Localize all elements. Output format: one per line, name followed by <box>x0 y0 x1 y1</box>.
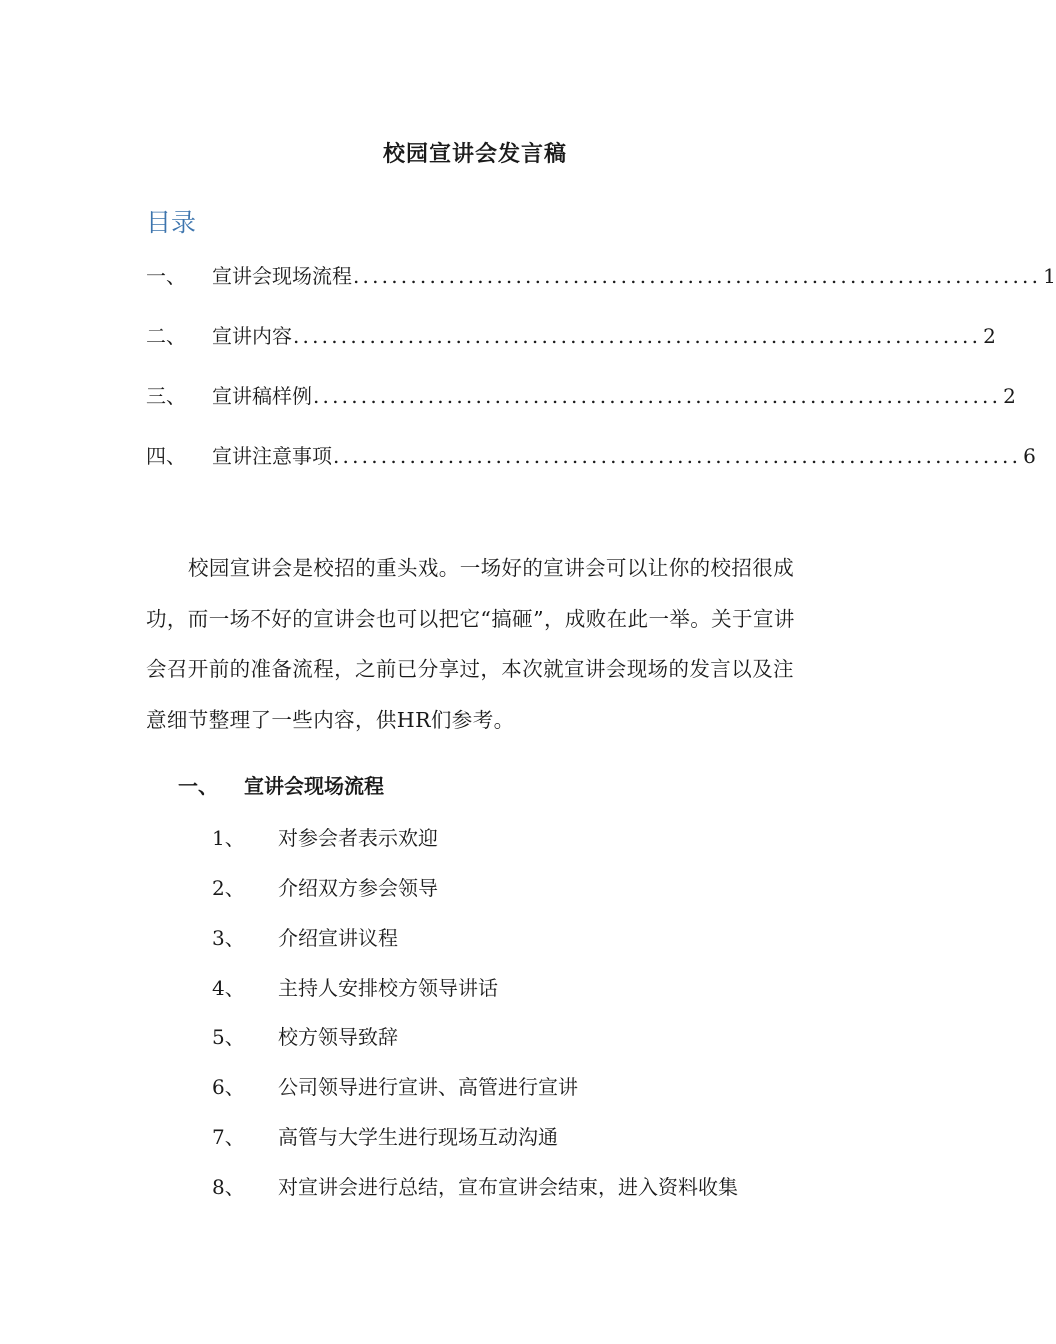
list-item-text: 公司领导进行宣讲、高管进行宣讲 <box>278 1075 578 1099</box>
list-item <box>212 972 498 1001</box>
list-item-number: 7、 <box>212 1125 245 1149</box>
section-number: 一、 <box>178 774 218 798</box>
toc-leader-dots: ........................................................................ <box>293 324 982 348</box>
toc-entry[interactable] <box>146 440 1036 468</box>
list-item-text: 高管与大学生进行现场互动沟通 <box>278 1125 558 1149</box>
toc-entry-label: 宣讲内容 <box>212 324 292 348</box>
list-item <box>212 822 438 851</box>
toc-entry-label: 宣讲注意事项 <box>212 444 332 468</box>
toc-entry-number: 一、 <box>146 264 186 288</box>
toc-entry-number: 四、 <box>146 444 186 468</box>
list-item <box>212 872 438 901</box>
toc-entry-page: 6 <box>1023 444 1036 468</box>
toc-entry-number: 二、 <box>146 324 186 348</box>
list-item-text: 主持人安排校方领导讲话 <box>278 976 498 1000</box>
toc-entry[interactable] <box>146 260 1056 288</box>
intro-paragraph: 校园宣讲会是校招的重头戏。一场好的宣讲会可以让你的校招很成功，而一场不好的宣讲会也可以把它“搞砸”，成败在此一举。关于宣讲会召开前的准备流程，之前已分享过，本次就宣讲会现场的发言以及注意细节整理了一些内容，供HR们参考。 <box>146 556 795 732</box>
toc-entry[interactable] <box>146 380 1016 408</box>
toc-entry-page: 1 <box>1043 264 1056 288</box>
toc-heading: 目录 <box>146 208 197 237</box>
list-item <box>212 1171 738 1200</box>
toc-entry-label: 宣讲稿样例 <box>212 384 312 408</box>
list-item-text: 对参会者表示欢迎 <box>278 826 438 850</box>
section-heading <box>178 770 384 799</box>
list-item-text: 介绍宣讲议程 <box>278 926 398 950</box>
list-item-number: 6、 <box>212 1075 245 1099</box>
document-title: 校园宣讲会发言稿 <box>382 142 567 167</box>
list-item-number: 8、 <box>212 1175 245 1199</box>
toc-entry-label: 宣讲会现场流程 <box>212 264 352 288</box>
toc-leader-dots: ........................................................................ <box>353 264 1042 288</box>
list-item-number: 3、 <box>212 926 245 950</box>
toc-entry[interactable] <box>146 320 996 348</box>
list-item-number: 4、 <box>212 976 245 1000</box>
list-item <box>212 922 398 951</box>
list-item <box>212 1071 578 1100</box>
list-item-number: 1、 <box>212 826 245 850</box>
list-item-text: 对宣讲会进行总结，宣布宣讲会结束，进入资料收集 <box>278 1175 738 1199</box>
list-item-number: 2、 <box>212 876 245 900</box>
list-item-text: 校方领导致辞 <box>278 1025 398 1049</box>
toc-leader-dots: ........................................................................ <box>313 384 1002 408</box>
list-item-number: 5、 <box>212 1025 245 1049</box>
list-item <box>212 1121 558 1150</box>
toc-leader-dots: ........................................................................ <box>333 444 1022 468</box>
section-title: 宣讲会现场流程 <box>244 774 384 798</box>
list-item <box>212 1021 398 1050</box>
toc-entry-page: 2 <box>1003 384 1016 408</box>
toc-entry-page: 2 <box>983 324 996 348</box>
list-item-text: 介绍双方参会领导 <box>278 876 438 900</box>
toc-entry-number: 三、 <box>146 384 186 408</box>
